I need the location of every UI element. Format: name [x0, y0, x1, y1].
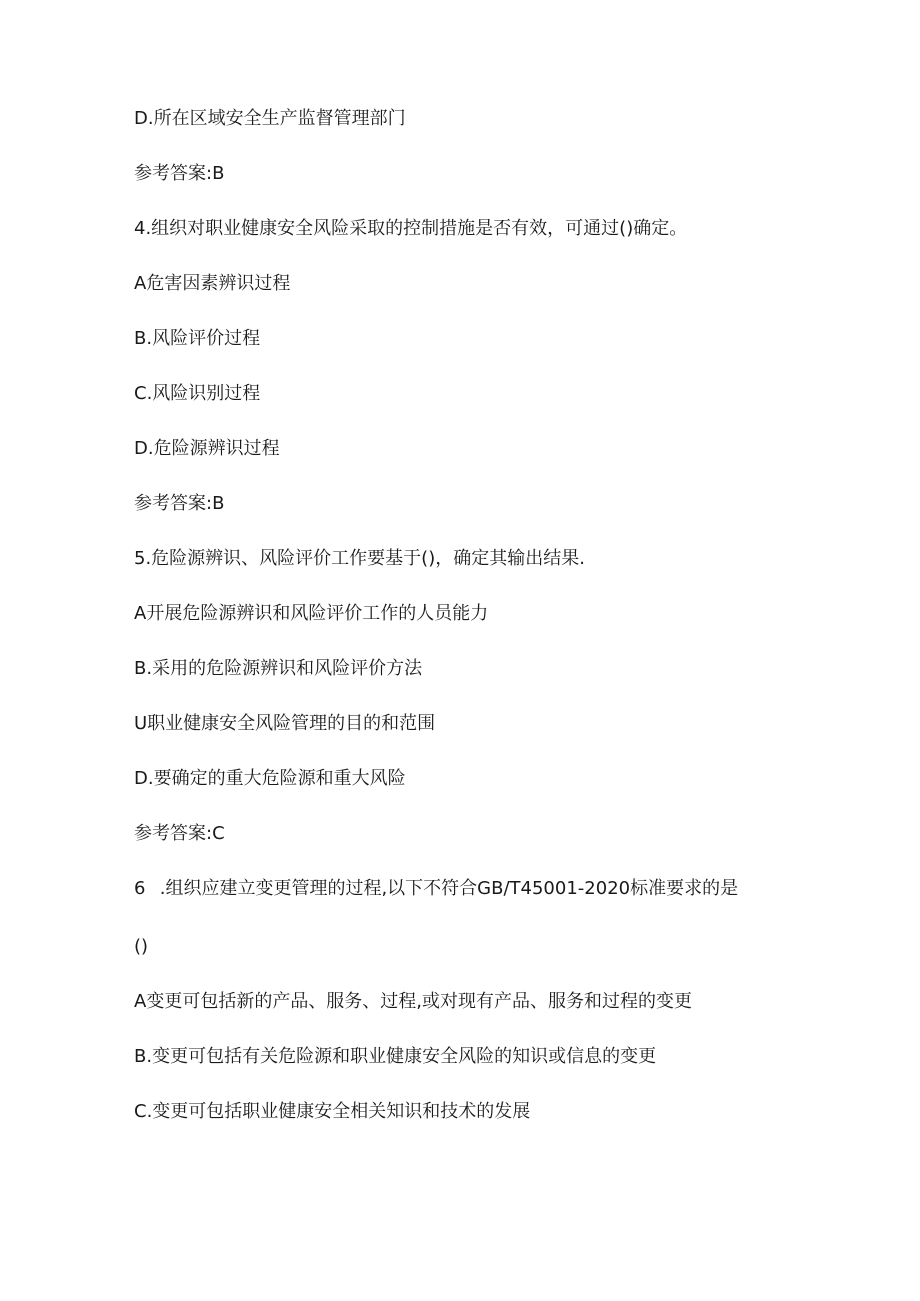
- option-a-q4: A危害因素辨识过程: [134, 273, 291, 294]
- option-c-q6: C.变更可包括职业健康安全相关知识和技术的发展: [134, 1101, 531, 1122]
- answer-q5: 参考答案:C: [134, 823, 225, 844]
- option-d-q5: D.要确定的重大危险源和重大风险: [134, 768, 406, 789]
- question-6-text: .组织应建立变更管理的过程,以下不符合GB/T45001-2020标准要求的是: [159, 878, 739, 899]
- option-c-q4: C.风险识别过程: [134, 383, 261, 404]
- question-6-number: 6: [134, 878, 146, 899]
- question-6-blank: (): [134, 936, 149, 957]
- question-5: 5.危险源辨识、风险评价工作要基于()，确定其输出结果.: [134, 548, 585, 569]
- question-4: 4.组织对职业健康安全风险采取的控制措施是否有效，可通过()确定。: [134, 218, 688, 239]
- option-c-q5: U职业健康安全风险管理的目的和范围: [134, 713, 436, 734]
- option-b-q5: B.采用的危险源辨识和风险评价方法: [134, 658, 423, 679]
- answer-q3: 参考答案:B: [134, 163, 225, 184]
- question-6: [134, 877, 738, 901]
- option-b-q4: B.风险评价过程: [134, 328, 261, 349]
- option-d-q4: D.危险源辨识过程: [134, 438, 280, 459]
- option-d-q3: D.所在区域安全生产监督管理部门: [134, 108, 406, 129]
- option-b-q6: B.变更可包括有关危险源和职业健康安全风险的知识或信息的变更: [134, 1046, 657, 1067]
- answer-q4: 参考答案:B: [134, 493, 225, 514]
- option-a-q6: A变更可包括新的产品、服务、过程,或对现有产品、服务和过程的变更: [134, 991, 693, 1012]
- option-a-q5: A开展危险源辨识和风险评价工作的人员能力: [134, 603, 489, 624]
